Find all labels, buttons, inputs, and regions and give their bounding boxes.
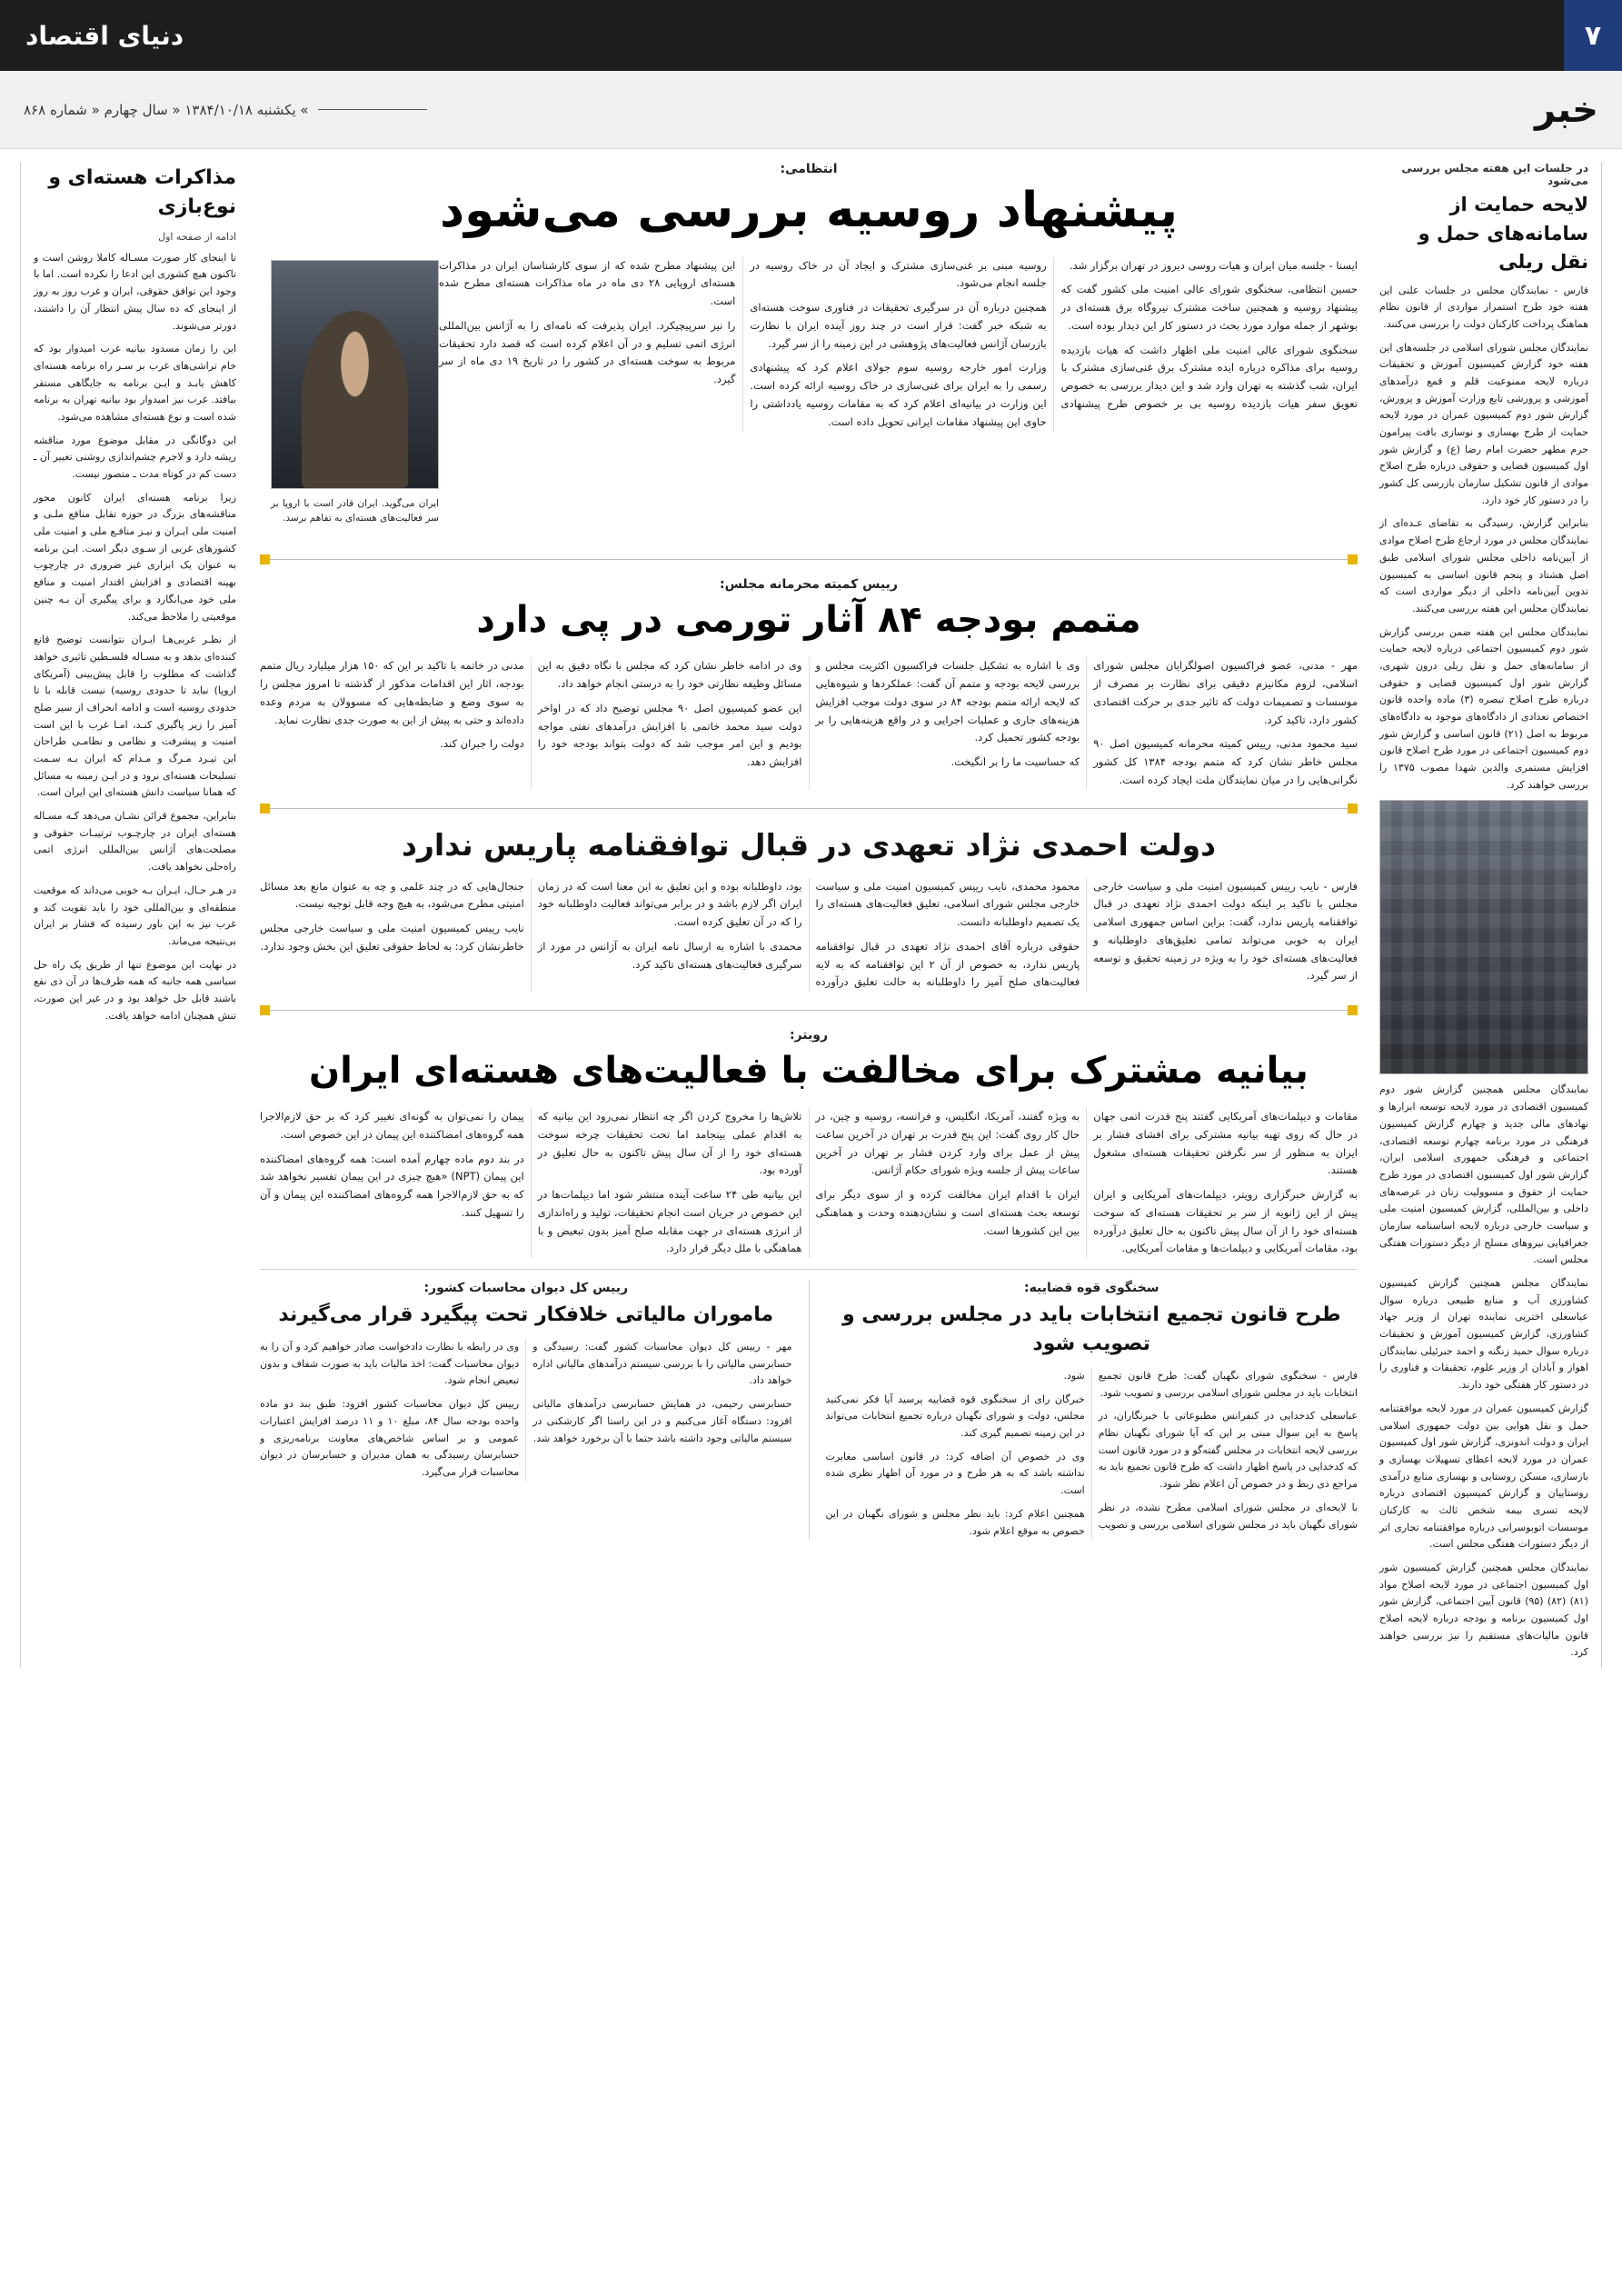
main-kicker: انتظامی: [780,162,838,176]
bottom-stories [260,1281,1358,1540]
paragraph: همچنین اعلام کرد: باید نظر مجلس و شورای نگهبان در این خصوص به موقع اعلام شود. [825,1507,1085,1537]
paragraph: تا اینجای کار صورت مسـاله کاملا روشن است و تاکنون هیچ کشوری این ادعا را نکرده است. اما با وجود این توافق حقوقی، ایران و غرب روز به روز از اینجای که ده سال پیش انتظار آن را داشتند، دورتر می‌شوند. [34,251,236,332]
paragraph: وی در رابطه با نظارت دادخواست صادر خواهیم کرد و آن را به دیوان محاسبات گفت: اخذ مالیات باید به صورت شفاف و بدون تبعیض انجام شود. [260,1341,520,1387]
paris-headline: دولت احمدی نژاد تعهدی در قبال توافقنامه پاریس ندارد [401,826,1217,863]
paragraph: نمایندگان مجلس همچنین گزارش کمیسیون کشاورزی آب و منابع طبیعی درباره سوال عباسعلی اخترپی نماینده تهران از وزیر جهاد کشاورزی، گزارش کمیسیون آموزش و تحقیقات درباره سوال حمید زنگنه و احمد جبرئیلی نمایندگان اهواز و آبادان از وزیر علوم، تحقیقات و فناوری را در دستور کار هفتگی خود دارند. [1379,1277,1588,1392]
paragraph: این دوگانگی در مقابل موضوع مورد مناقشه ریشه دارد و لاجرم چشم‌اندازی روشنی تغییر آن ـ دست کم در کوتاه مدت ـ متصور نیست. [34,434,236,481]
photo-official-portrait [272,261,438,488]
paragraph: محمدی با اشاره به ارسال نامه ایران به آژانس در مورد از سرگیری فعالیت‌های هسته‌ای تاکید کرد. [537,939,802,971]
paragraph: خبرگان رای از سخنگوی قوه قضاییه پرسید آیا فکر نمی‌کنید مجلس، دولت و شورای نگهبان درباره تجمیع انتخابات می‌تواند در این زمینه تصمیم گیری کند. [825,1393,1085,1440]
statement-body [260,1108,1358,1258]
article-paris [260,826,1358,992]
paragraph: از نظـر غربی‌هـا ایـران نتوانست توضیح قانع کننده‌ای بدهد و به مسـاله فلسـطین تاثیری خواهد گذاشت که مطلوب را قابل پیش‌بینی (آمریکای اروپا) نباید تا حدودی روسیه) نیست قابله با تا حدودی روسیه است و ادامه انحراف از سیر صلح آمیز را زیر پاگیری کنـد، امـا غرب با این است امنیت و پیشرفت و نظامی و نظامـی طراحان این تیـرد مـرگ و مـدام که ایران بـه سـمت تسلیحات هسته‌ای نرود و در ایـن زمینه به مسائل که همانا سیاست دانش هسته‌ای این ایران است. [33,634,236,799]
publication-logo [0,21,184,51]
paragraph: که حساسیت ما را بر انگیخت. [950,755,1080,769]
article-tax [260,1281,792,1540]
paragraph: جنجال‌هایی که در چند علمی و چه به عنوان مانع بعد مسائل امنیتی مطرح می‌شود، به هیچ وجه قابل توجیه نیست. [260,879,524,911]
divider-square-left [260,1005,270,1015]
budget-headline: متمم بودجه ۸۴ آثار تورمی در پی دارد [476,599,1141,642]
main-headline: پیشنهاد روسیه بررسی می‌شود [439,183,1178,238]
paragraph: گزارش کمیسیون عمران در مورد لایحه موافقتنامه حمل و نقل هوایی بین دولت جمهوری اسلامی ایران و دولت اندونزی، گزارش شور اول کمیسیون عمران در مورد لایحه اعطای تسهیلات بهسازی و بازسازی، مسکن روستایی و بهسازی منابع درآمدی روستاییان و گزارش کمیسیون اقتصادی درباره لایحه تسری بیمه شخص ثالث به کارکنان موسسات اتوبوسرانی درباره موافقتنامه تجاری اتر از دیگر دستورات هفتگی مجلس است. [1379,1402,1588,1551]
paragraph: بنابراین گزارش، رسیدگی به تقاضای عـده‌ای از نمایندگان مجلس در مورد ارجاع طرح اصلاح موادی از آیین‌نامه داخلی مجلس شورای اسلامی طبق اصل هشتاد و پنجم قانون اساسی به کمیسیون تدوین آیین‌نامه داخلی از دیگر مواردی است که نمایندگان مجلس این هفته بررسی می‌کنند. [1379,517,1588,614]
paragraph: سخنگوی شورای عالی امنیت ملی اظهار داشت که هیات بازدیده روسیه برای مذاکره درباره ایده مشترک برق غنی‌سازی مشترک با ایران، شب گذشته به تهران وارد شد و این دیدار بررسی به خصوص تعویق سفر هیات بازدیده روسیه بی بر خصوص طرح پیشنهادی روسیه مبنی بر غنی‌سازی مشترک و ایجاد آن در خاک روسیه در جلسه انجام می‌شود. [750,258,1358,411]
brand-name: دنیای اقتصاد [25,20,184,51]
continued-from: ادامه از صفحه اول [158,230,236,243]
paragraph: در هـر حـال، ایـران بـه خوبی می‌داند که موقعیت منطقه‌ای و بین‌المللی خود را باید تقویت کند و غرب نیز به این باور رسیده که فشار بر ایران بی‌نتیجه می‌ماند. [34,883,236,947]
paragraph: بنابراین، مجموع قرائن نشـان می‌دهد کـه مسـاله هسته‌ای ایران در چارچـوب ترتیبـات حقوقی و مصلحت‌های آژانس بین‌المللی انرژی اتمی راه‌حلی نخواهد یافت. [34,810,236,873]
divider-square-right [1348,554,1358,564]
paragraph: وزارت امور خارجه روسیه سوم جولای اعلام کرد که پیشنهادی رسمی را به ایران برای غنی‌سازی در خاک روسیه ارائه کرده است. این وزارت در بیانیه‌ای اعلام کرد که به مقامات روسیه یادداشتی را حاوی این پیشنهاد مقامات ایرانی تحویل داده است. [750,361,1047,428]
paragraph: نمایندگان مجلس همچنین گزارش کمیسیون شور اول کمیسیون اجتماعی در مورد لایحه اصلاح مواد (۸۱) (۸۲) (۹۵) قانون آیین اجتماعی، گزارش شور اول کمیسیون برنامه و بودجه درباره لایحه اصلاح قانون مالیات‌های مستقیم را نیز بررسی خواهند کرد. [1379,1562,1588,1659]
masthead [0,0,1622,71]
tax-headline: ماموران مالیاتی خلافکار تحت پیگیرد قرار می‌گیرند [278,1303,774,1327]
divider-square-right [1348,804,1358,814]
column-main [247,162,1370,1668]
photo-official-wrap [271,260,439,534]
tax-body [260,1339,792,1482]
divider-square-left [260,804,270,814]
paragraph: این پیشنهاد مطرح شده که از سوی کارشناسان ایران در مذاکرات هسته‌ای اروپایی ۲۸ دی ماه در ماه مذاکرات هسته‌ای مطرح شده است. [439,258,736,308]
paragraph: را نیز سرپیچیکرد. ایران پذیرفت که نامه‌ای را به آژانس بین‌المللی انرژی اتمی تسلیم و در آن اعلام کرده است که قصد دارد تحقیقات مربوط به سوخت هسته‌ای در کشور را در تاریخ ۱۹ دی ماه از سر گیرد. [439,318,736,386]
paragraph: این عضو کمیسیون اصل ۹۰ مجلس توضیح داد که در اواخر دولت سید محمد خاتمی با افزایش درآمدهای نفتی مواجه بودیم و این امر موجب شد که دولت بتواند بودجه خود را افزایش دهد. [537,701,802,769]
paragraph: وی با اشاره به تشکیل جلسات فراکسیون اکثریت مجلس و بررسی لایحه بودجه و متمم آن گفت: عملکردها و شیوه‌هایی که لایحه ارائه متمم بودجه ۸۴ در سوی دولت موجب افزایش هزینه‌های جاری و عملیات اجرایی و در واقع هزینه‌هایی را بر بودجه کشور تحمیل کرد. [815,659,1080,744]
paragraph: نمایندگان مجلس این هفته ضمن بررسی گزارش شور دوم کمیسیون اجتماعی درباره لایحه حمایت از سامانه‌های حمل و نقل ریلی درون شهری، گزارش شور اول کمیسیون قضایی و حقوقی درباره طرح اصلاح تبصره (۳) ماده واحده قانون اختصاص تعدادی از دادگاه‌های موجود به دادگاه‌های مربوط به اصل (۲۱) قانون اساسی و گزارش شور دوم کمیسیون اجتماعی در مورد طرح اصلاح قانون افزایش مستمری والدین شهدا مصوب ۱۳۷۵ را بررسی خواهند کرد. [1379,625,1588,791]
column-right [20,162,247,1668]
divider [260,801,1358,817]
judiciary-kicker: سخنگوی قوه قضاییه: [1023,1281,1159,1296]
paragraph: در نهایت این موضوع تنها از طریق یک راه حل سیاسی همه جانبه که همه طرف‌ها در آن ذی نفع باشند قابل حل خواهد بود و در غیر این صورت، تنش همچنان ادامه خواهد یافت. [34,958,236,1022]
paris-body [260,878,1358,993]
opinion-body [34,250,236,1025]
vertical-rule [809,1281,810,1540]
budget-body [260,657,1358,789]
paragraph: ایسنا - جلسه میان ایران و هیات روسی دیروز در تهران برگزار شد. [1069,258,1358,272]
left-body-cont [1379,1082,1588,1662]
paragraph: فارس - نمایندگان مجلس در جلسات علنی این هفته خود طرح استمرار مواردی از قانون نظام هماهنگ پرداخت کارکنان دولت را بررسی می‌کنند. [1379,284,1588,330]
paragraph: وی در خصوص آن اضافه کرد: در قانون اساسی مغایرت نداشته باشد که به هر طرح و در مورد آن اظهار نظری شده است. [825,1450,1085,1497]
divider [260,1003,1358,1019]
paragraph: ایران با اقدام ایران مخالفت کرده و از سوی دیگر برای توسعه بحث هسته‌ای است و نشان‌دهنده وحدت و هماهنگی بین این کشورها است. [815,1188,1080,1237]
left-headline: لایحه حمایت از سامانه‌های حمل و نقل ریلی [1418,194,1588,273]
divider [260,552,1358,568]
paragraph: تلاش‌ها را مخروج کردن اگر چه انتظار نمی‌رود این بیانیه که به اقدام عملی بینجامد اما تحت تحقیقات چرخه سوخت هسته‌ای خود را از آن سال پیش تاکنون به حال تعلیق در آورده بود. [537,1110,802,1177]
divider-square-right [1348,1005,1358,1015]
page-content [0,149,1622,1692]
paragraph: این را زمان مسدود بیانیه غرب امیدوار بود که خام تراشی‌های غرب بر سـر راه برنامه هسته‌ای کاهش یابـد و ایـن برنامه به جایگاهی مستقر بیافتد. غرب نیز امیدوار بود بیانیه تهران به برنامه شده است و نوع هسته‌ای مشاهده می‌شود. [34,343,236,423]
judiciary-body [826,1368,1358,1540]
photo-parliament-frame [1379,800,1588,1074]
paragraph: حسین انتظامی، سخنگوی شورای عالی امنیت ملی کشور گفت که پیشنهاد روسیه و همچنین ساخت مشترک نیروگاه برق هسته‌ای در بوشهر از جمله موارد مورد بحث در دستور کار این دیدار بوده است. [1060,283,1358,332]
statement-headline: بیانیه مشترک برای مخالفت با فعالیت‌های هسته‌ای ایران [309,1050,1309,1093]
paragraph: مقامات و دیپلمات‌های آمریکایی گفتند پنج قدرت اتمی جهان در حال که روی تهیه بیانیه مشترکی برای افشای فشار بر ایران به منظور از سر نگرفتن تحقیقات هسته‌ای مشغول هستند. [1093,1110,1358,1177]
paragraph: همچنین درباره آن در سرگیری تحقیقات در فناوری سوخت هسته‌ای به شبکه خبر گفت: قرار است در چند روز آینده ایران با نظارت بازرسان آژانس فعالیت‌های پژوهشی در این زمینه را از سر گیرد. [750,301,1047,350]
photo-caption: ایران می‌گوید. ایران قادر است با اروپا بر سر فعالیت‌های هسته‌ای به تفاهم برسد. [271,497,439,524]
paragraph: فارس - نایب رییس کمیسیون امنیت ملی و سیاست خارجی مجلس با تاکید بر اینکه دولت احمدی نژاد تعهدی در قبال توافقنامه پاریس ندارد، گفت: براین اساس جمهوری اسلامی ایران به خوبی می‌تواند تمامی تعلیق‌های داوطلبانه و فعالیت‌های هسته‌ای خود را به ویژه در زمینه تحقیق و توسعه از سر گیرد. [1093,879,1358,983]
paragraph: نایب رییس کمیسیون امنیت ملی و سیاست خارجی مجلس خاطرنشان کرد: به لحاظ حقوقی تعلیق این بخش وجود ندارد. [260,922,524,953]
paragraph: در بند دوم ماده چهارم آمده است: همه گروه‌های امضاکننده این پیمان (NPT) «هیچ چیزی در این پیمان تفسیر نخواهد شد که به حق لازم‌الاجرا همه گروه‌های امضاکننده این پیمان و آن را تسهیل کنند. [260,1152,524,1219]
paragraph: به گزارش خبرگزاری رویتر، دیپلمات‌های آمریکایی و ایران پیش از این ژانویه از سر بر تحقیقات هسته‌ای که سوخت هسته‌ای خود را از آن سال پیش تاکنون به حال تعلیق درآورده بود، مقامات آمریکایی و دیپلمات‌ها و مقامات آمریکایی. [1093,1188,1358,1255]
paragraph: پیمان را نمی‌توان به گونه‌ای تغییر کرد که بر حق لازم‌الاجرا همه گروه‌های امضاکننده این پیمان در این خصوص است. [260,1110,524,1141]
budget-kicker: رییس کمیته محرمانه مجلس: [720,577,898,593]
page-number: ۷ [1564,0,1622,71]
paragraph: سید محمود مدنی، رییس کمیته محرمانه کمیسیون اصل ۹۰ مجلس خاطر نشان کرد که متمم بودجه ۱۳۸۴ کل کشور نگرانی‌هایی را در میان نمایندگان ملت ایجاد کرده است. [1093,737,1358,786]
dateline-text: » یکشنبه ۱۳۸۴/۱۰/۱۸ « سال چهارم « شماره ۸۶۸ [24,101,309,118]
section-bar [0,71,1622,149]
article-budget [260,577,1358,789]
paragraph: عباسعلی کدخدایی در کنفرانس مطبوعاتی با خبرنگاران، در پاسخ به این سوال مبنی بر این که آیا شورای نگهبان نظام بررسی لایحه انتخابات در مجلس گفته‌گو و در مورد قانون است که کدخدایی در پاسخ اظهار داشت که طرح قانون تجمیع باید به مراجع ذی ربط و در خصوص آن اعلام نظر شود. [1098,1410,1358,1491]
paragraph: رییس کل دیوان محاسبات کشور افزود: طبق بند دو ماده واحده بودجه سال ۸۴، مبلغ ۱۰ و ۱۱ درصد افزایش اعتبارات عمومی و بر اساس شاخص‌های معاونت برنامه‌ریزی و حسابرسان رسیدگی به همان مدیران و حسابرسان در دیوان محاسبات قرار می‌گیرد. [260,1398,520,1478]
paragraph: محمود محمدی، نایب رییس کمیسیون امنیت ملی و سیاست خارجی مجلس شورای اسلامی، تعلیق فعالیت‌های هسته‌ای را یک تصمیم داوطلبانه دانست. [815,879,1080,929]
article-judiciary [826,1281,1358,1540]
paragraph: این بیانیه طی ۲۴ ساعت آینده منتشر شود اما دیپلمات‌ها در این خصوص در جریان است انجام تحقیقات، تولید و راه‌اندازی از انرژی هسته‌ای در جهت مقابله صلح آمیز بدون تبعیض و با هماهنگی با ملل دیگر قرار دارد. [537,1188,802,1255]
divider-thin [260,1269,1358,1270]
paragraph: با لایحه‌ای در مجلس شورای اسلامی مطرح نشده، در نظر شورای نگهبان باید در مجلس شورای اسلامی بررسی و تصویب شود. [1063,1370,1358,1531]
paragraph: وی در ادامه خاطر نشان کرد که مجلس با نگاه دقیق به این مسائل وظیفه نظارتی خود را به درستی انجام خواهد داد. [537,659,802,691]
dateline-rule [318,109,427,110]
left-overline: در جلسات این هفته مجلس بررسی می‌شود [1401,162,1588,187]
paragraph: حسابرسی رحیمی، در همایش حسابرسی درآمدهای مالیاتی افزود: دستگاه آغاز می‌کنیم و در این راستا اگر کارشکنی در سیستم مالیاتی وجود داشته باشد حتما با آن برخورد خواهد شد. [532,1398,792,1444]
paragraph: زیرا برنامه هسته‌ای ایران کانون محور مناقشه‌های بزرگ در حوزه تقابل منافع ملـی و امنیت ملی ایـران و نیـز منافـع ملی و امنیت ملی کشورهای غربی از سـوی دیگر است. ایـن برنامه به عنوان یک ابزاری غیر ضروری در چارچوب بهینه اقتصادی و افزایش اقتدار امنیت و منافع ملی خود می‌انگارد و برای پیگیری آن بـه چنین موقعیتی را ملاحظ می‌کند. [34,491,236,623]
paragraph: نمایندگان مجلس همچنین گزارش شور دوم کمیسیون اقتصادی در مورد لایحه توسعه ابزارها و نهادهای مالی جدید و چهارم گزارش کمیسیون فرهنگی در مورد برنامه چهارم توسعه اقتصادی، اجتماعی و فرهنگی جمهوری اسلامی ایران، گزارش شور اول کمیسیون اقتصادی در مورد طرح حمایت از حقوق و مسوولیت زنان در عرصه‌های داخلی و بین‌المللی، گزارش کمیسیون امنیت ملی و سیاست خارجی درباره لایحه اساسنامه سازمان جغرافیایی نیروهای مسلح از دیگر دستورات هفتگی مجلس است. [1379,1083,1588,1266]
divider-square-left [260,554,270,564]
tax-kicker: رییس کل دیوان محاسبات کشور: [423,1281,629,1296]
paragraph: حقوقی درباره آقای احمدی نژاد تعهدی در قبال توافقنامه پاریس ندارد، به خصوص از آن ۲ این توافقنامه که به لایه فعالیت‌های صلح آمیز را داوطلبانه به حالت تعلیق درآورده بود، داوطلبانه بوده و این تعلیق به این معنا است که در زمان ایران اگر لازم باشد و در برابر می‌تواند فعالیت داوطلبانه خود را که در آن تعلیق کرده است. [537,879,1080,989]
photo-official-frame [271,260,439,489]
paragraph: دولت را جبران کند. [440,737,524,751]
photo-parliament-session [1380,801,1587,1073]
issue-dateline [24,102,427,118]
paragraph: فارس - سخنگوی شورای نگهبان گفت: طرح قانون تجمیع انتخابات باید در مجلس شورای اسلامی بررسی و تصویب شود. [1098,1370,1358,1399]
main-body [439,257,1358,432]
paragraph: به ویژه گفتند، آمریکا، انگلیس، و فرانسه، روسیه و چین، در حال کار روی گفت: این پنج قدرت بر تهران در آخرین ساعت پیش از عمل برای وارد کردن فشار بر تهران در آخرین ساعات پیش از جلسه ویژه شورای حکام آژانس. [815,1110,1080,1177]
paragraph: مهر - رییس کل دیوان محاسبات کشور گفت: رسیدگی و حسابرسی مالیاتی را با بررسی سیستم درآمدهای مالیاتی اداره خواهد داد. [532,1341,792,1387]
paragraph: مدنی در خاتمه با تاکید بر این که ۱۵۰ هزار میلیارد ریال متمم بودجه، اثار این اقدامات مذکور از گذشته تا امروز مجلس را به سوی وضع و ضابطه‌هایی که مسوولان به مردم وعده داده‌اند و حتی به پیش از این به صورت جدی نظارت نماید. [260,659,524,726]
statement-kicker: رویتر: [789,1028,829,1043]
opinion-title: مذاکرات هسته‌ای و نوع‌بازی [48,166,236,218]
paragraph: نمایندگان مجلس شورای اسلامی در جلسه‌های این هفته خود گزارش کمیسیون آموزش و تحقیقات درباره لایحه ممنوعیت قلم و قمع درآمدهای آموزشی و پرورشی تابع وزارت آموزش و پرورش، گزارش شور دوم کمیسیون عمران در مورد لایحه حمایت از طرح بهسازی و نوسازی بافت پیرامون حرم مطهر حضرت امام رضا (ع) و گزارش شور اول کمیسیون قضایی و حقوقی درباره طرح اصلاح موادی از قانون تشکیل سازمان بازرسی کل کشور را در دستور کار خود دارد. [1379,341,1588,506]
judiciary-headline: طرح قانون تجمیع انتخابات باید در مجلس بررسی و تصویب شود [841,1303,1341,1356]
article-statement [260,1028,1358,1258]
section-title: خبر [1534,88,1598,131]
article-main [260,162,1358,541]
paragraph: مهر - مدنی، عضو فراکسیون اصولگرایان مجلس شورای اسلامی، لزوم مکانیزم دقیقی برای نظارت بر مصرف از موسسات و تصمیمات دولت که تاثیر جدی بر حرکت اقتصادی کشور دارد، تاکید کرد. [1093,659,1358,726]
left-body [1379,283,1588,794]
column-left [1370,162,1602,1668]
